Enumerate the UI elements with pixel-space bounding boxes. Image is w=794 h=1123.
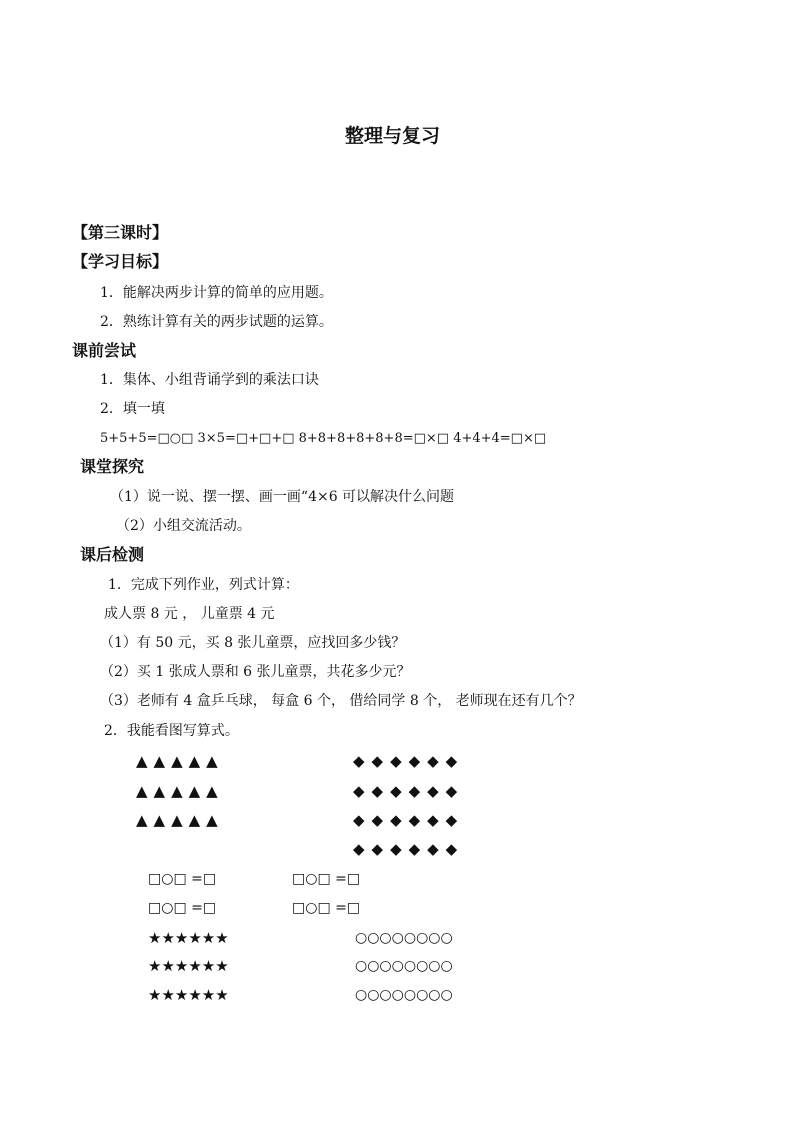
section-goals: 【学习目标】	[72, 252, 169, 271]
circle-row: ○○○○○○○○	[355, 958, 453, 974]
triangle-row: ▲▲▲▲▲	[136, 811, 224, 829]
ticket-prices: 成人票 8 元 ， 儿童票 4 元	[104, 606, 275, 622]
star-row: ★★★★★★	[148, 929, 229, 947]
pre-class-item: 1．集体、小组背诵学到的乘法口诀	[100, 372, 319, 388]
explore-item: （2）小组交流活动。	[116, 518, 251, 534]
circle-row: ○○○○○○○○	[355, 930, 453, 946]
star-row: ★★★★★★	[148, 986, 229, 1004]
sub-question: （1）有 50 元，买 8 张儿童票，应找回多少钱？	[100, 635, 406, 651]
question-1: 1．完成下列作业，列式计算：	[108, 577, 299, 593]
goal-item: 1．能解决两步计算的简单的应用题。	[100, 285, 333, 301]
sub-question: （2）买 1 张成人票和 6 张儿童票，共花多少元？	[100, 664, 411, 680]
section-lesson: 【第三课时】	[72, 223, 169, 242]
diamond-row: ◆◆◆◆◆◆	[353, 782, 465, 800]
heading-class-explore: 课堂探究	[80, 457, 145, 476]
equation-blank: □○□ =□	[148, 900, 217, 916]
equation-blank: □○□ =□	[292, 871, 361, 887]
fill-in-line: 5+5+5=□○□ 3×5=□+□+□ 8+8+8+8+8+8=□×□ 4+4+4=□×□	[100, 431, 547, 446]
diamond-row: ◆◆◆◆◆◆	[353, 752, 465, 770]
triangle-row: ▲▲▲▲▲	[136, 782, 224, 800]
explore-item: （1）说一说、摆一摆、画一画“4×6 可以解决什么问题	[110, 489, 455, 505]
triangle-row: ▲▲▲▲▲	[136, 752, 224, 770]
star-row: ★★★★★★	[148, 957, 229, 975]
circle-row: ○○○○○○○○	[355, 987, 453, 1003]
page-title: 整理与复习	[345, 125, 441, 147]
heading-after-class: 课后检测	[80, 545, 145, 564]
sub-question: （3）老师有 4 盒乒乓球， 每盒 6 个， 借给同学 8 个， 老师现在还有几个？	[100, 693, 582, 709]
diamond-row: ◆◆◆◆◆◆	[353, 840, 465, 858]
pre-class-item: 2．填一填	[100, 401, 165, 417]
goal-item: 2．熟练计算有关的两步试题的运算。	[100, 314, 333, 330]
heading-pre-class: 课前尝试	[72, 341, 137, 360]
equation-blank: □○□ =□	[148, 871, 217, 887]
equation-blank: □○□ =□	[292, 900, 361, 916]
question-2: 2．我能看图写算式。	[104, 723, 239, 739]
diamond-row: ◆◆◆◆◆◆	[353, 811, 465, 829]
